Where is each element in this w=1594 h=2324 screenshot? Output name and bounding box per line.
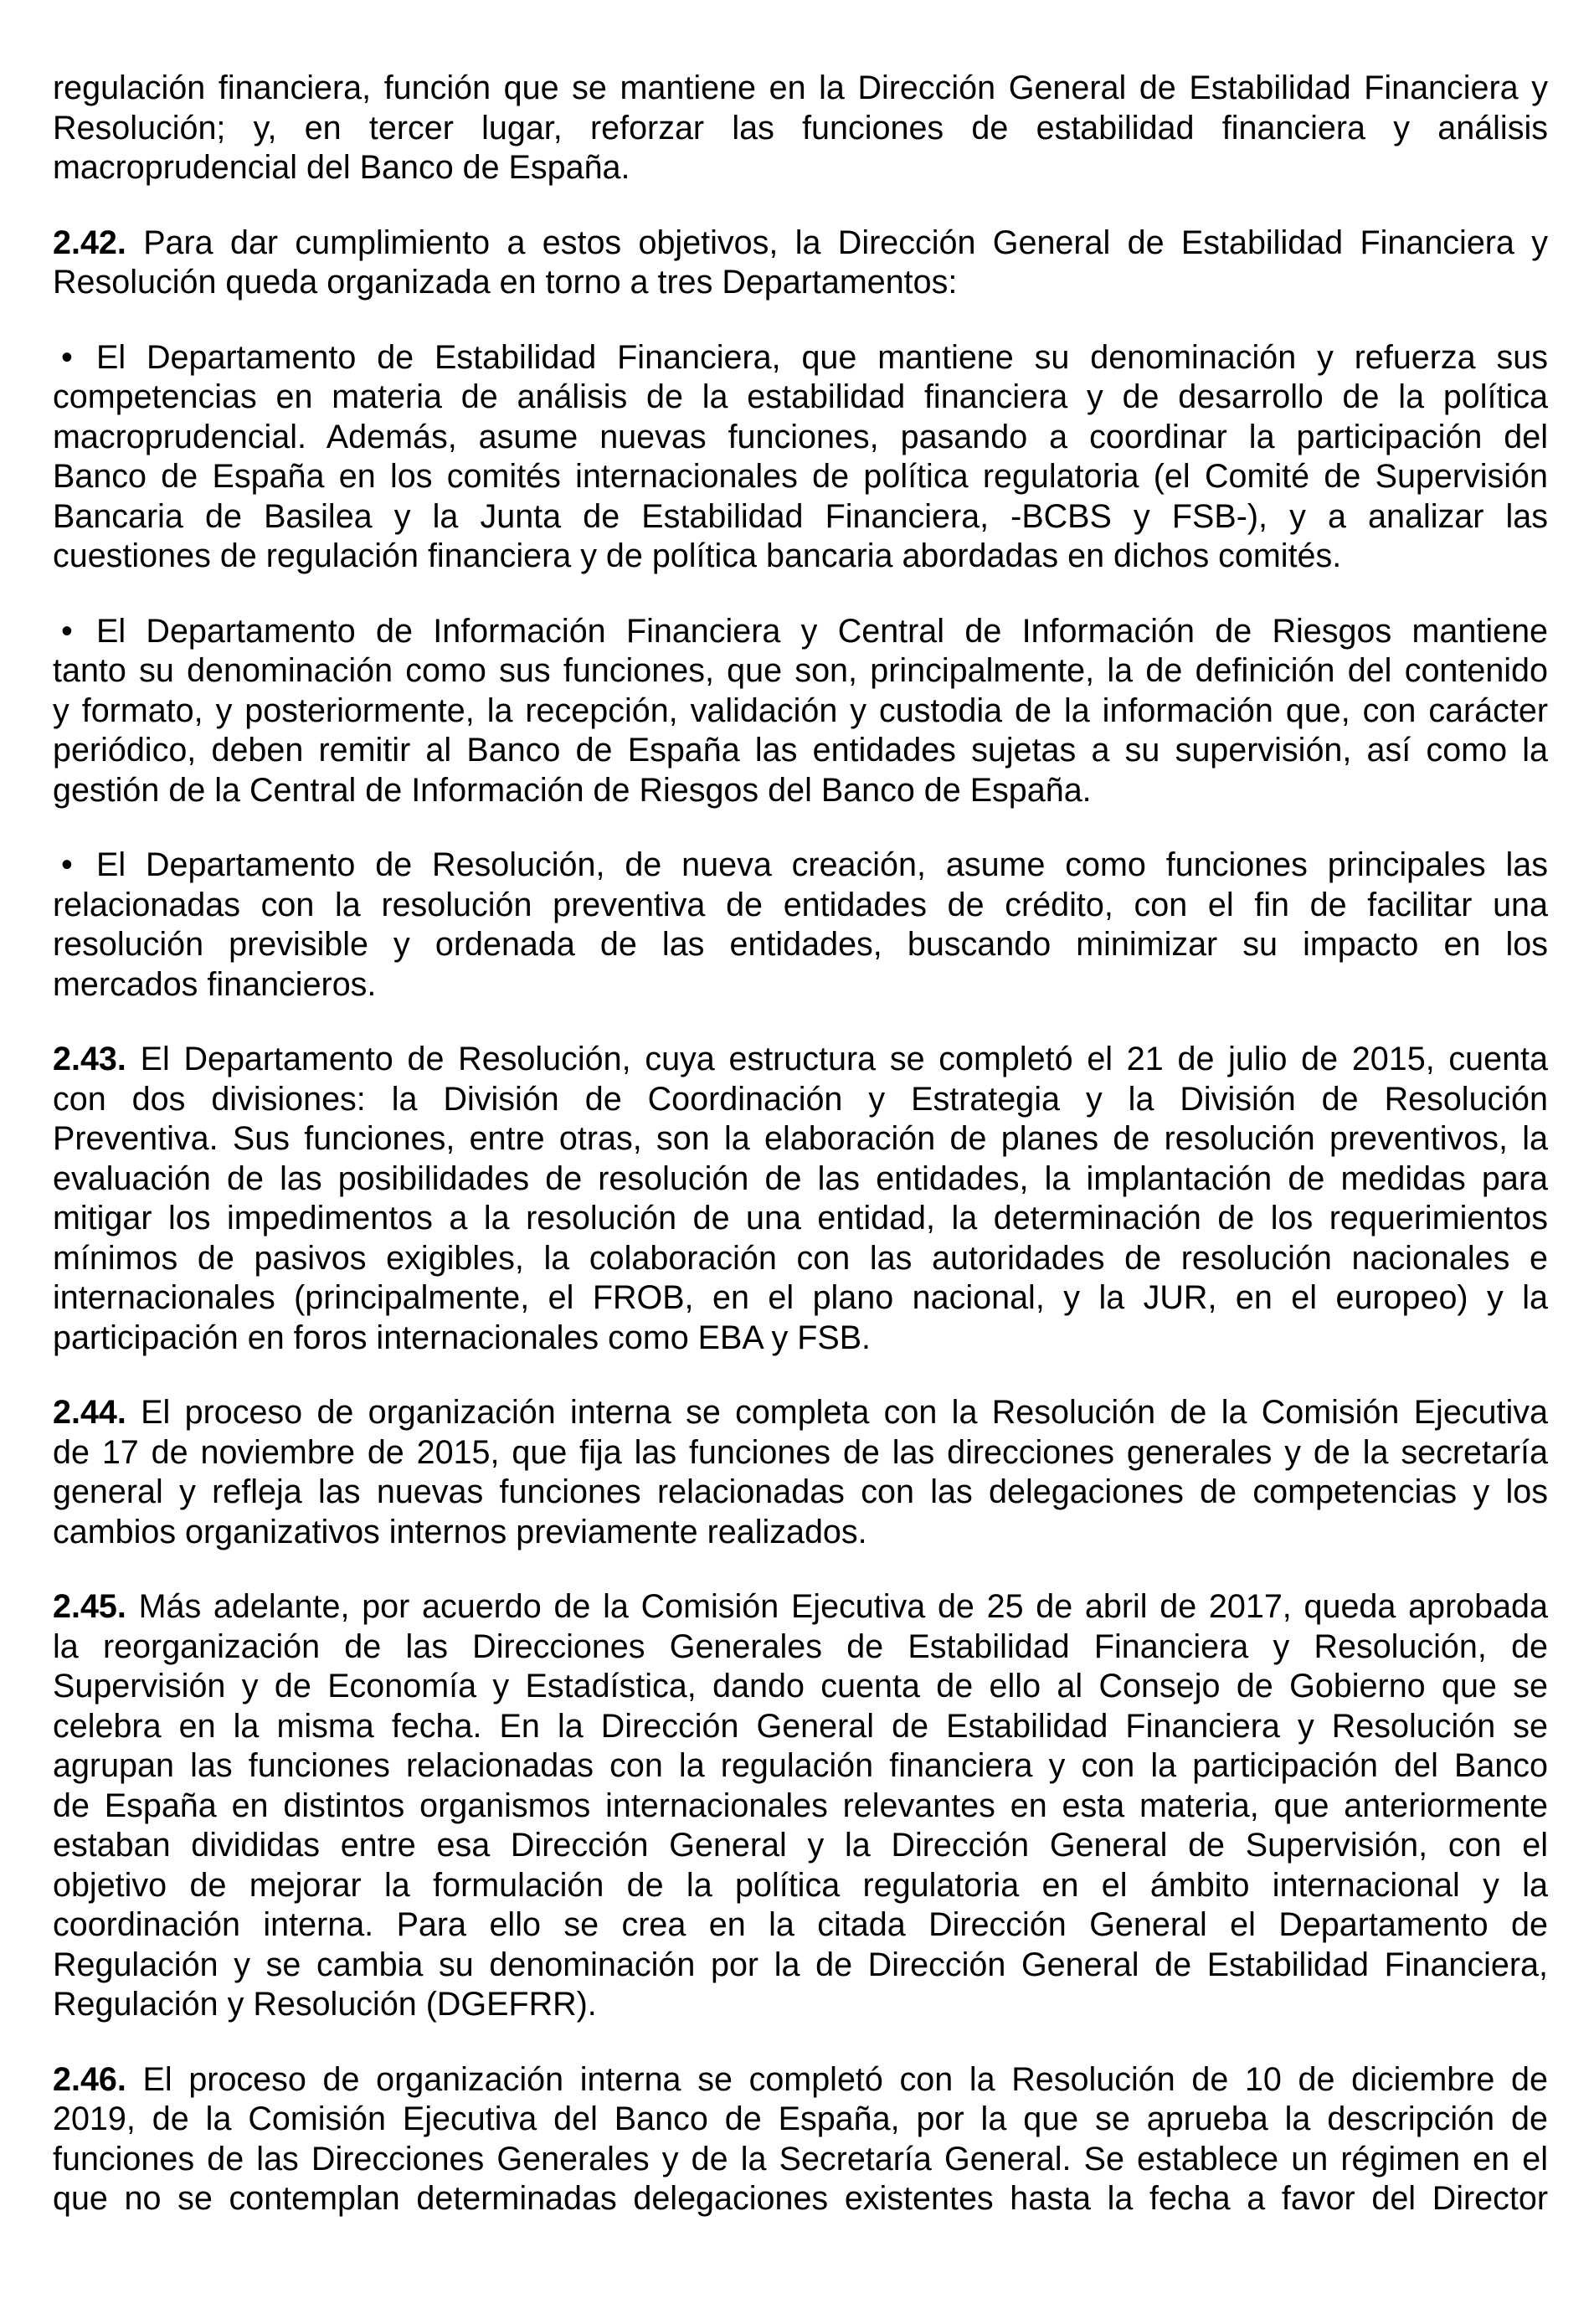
text-line — [53, 2060, 1548, 2100]
text-line — [53, 457, 1548, 497]
bullet-item — [53, 612, 1548, 811]
line-text: evaluación de las posibilidades de resolución de las entidades, la implantación de medidas para — [53, 1159, 1548, 1197]
line-text: Regulación y se cambia su denominación por la de Dirección General de Estabilidad Financiera, — [53, 1946, 1548, 1983]
paragraph-2-43 — [53, 1040, 1548, 1358]
line-text: El Departamento de Información Financiera y Central de Información de Riesgos mantiene — [96, 612, 1548, 650]
line-text: que no se contemplan determinadas delegaciones existentes hasta la fecha a favor del Director — [53, 2180, 1548, 2217]
line-text: Más adelante, por acuerdo de la Comisión Ejecutiva de 25 de abril de 2017, queda aprobada — [138, 1588, 1548, 1625]
line-text: cambios organizativos internos previamente realizados. — [53, 1513, 867, 1550]
text-line — [53, 886, 1548, 926]
line-text: El Departamento de Resolución, de nueva creación, asume como funciones principales las — [96, 846, 1548, 883]
text-line — [53, 692, 1548, 732]
text-line — [53, 497, 1548, 537]
line-text: mercados financieros. — [53, 965, 377, 1003]
text-line — [53, 2179, 1548, 2219]
line-text: la reorganización de las Direcciones Generales de Estabilidad Financiera y Resolución, de — [53, 1627, 1548, 1665]
line-text: Resolución; y, en tercer lugar, reforzar las funciones de estabilidad financiera y análisis — [53, 109, 1548, 147]
line-text: Regulación y Resolución (DGEFRR). — [53, 1986, 597, 2023]
text-line — [53, 1667, 1548, 1707]
paragraph-number: 2.43. — [53, 1041, 126, 1077]
line-text: agrupan las funciones relacionadas con la regulación financiera y con la participación del Banco — [53, 1747, 1548, 1784]
text-line — [53, 1239, 1548, 1279]
line-text: Preventiva. Sus funciones, entre otras, son la elaboración de planes de resolución preventivos, la — [53, 1120, 1548, 1157]
text-line — [53, 537, 1548, 577]
paragraph-continued — [53, 69, 1548, 188]
line-text: El proceso de organización interna se completó con la Resolución de 10 de diciembre de — [142, 2060, 1548, 2098]
text-line — [53, 925, 1548, 965]
bullet-item — [53, 338, 1548, 577]
line-text: Banco de España en los comités internacionales de política regulatoria (el Comité de Supervisión — [53, 458, 1548, 495]
paragraph-2-45 — [53, 1587, 1548, 2025]
line-text: macroprudencial del Banco de España. — [53, 149, 630, 186]
line-text: objetivo de mejorar la formulación de la política regulatoria en el ámbito internacional y la — [53, 1866, 1548, 1904]
line-text: tanto su denominación como sus funciones, que son, principalmente, la de definición del contenido — [53, 652, 1548, 689]
text-line — [53, 148, 1548, 188]
paragraph-2-42 — [53, 224, 1548, 303]
text-line — [53, 1746, 1548, 1787]
text-line — [53, 2140, 1548, 2180]
document-page — [53, 69, 1548, 2219]
text-line — [53, 109, 1548, 149]
text-line — [53, 651, 1548, 692]
paragraph-2-46 — [53, 2060, 1548, 2219]
line-text: y formato, y posteriormente, la recepción, validación y custodia de la información que, con carácter — [53, 692, 1548, 729]
line-text: El Departamento de Estabilidad Financiera, que mantiene su denominación y refuerza sus — [96, 338, 1548, 376]
line-text: de España en distintos organismos internacionales relevantes en esta materia, que anteriormente — [53, 1787, 1548, 1824]
text-line — [53, 731, 1548, 771]
paragraph-number: 2.42. — [53, 224, 126, 261]
bullet-marker: • — [61, 338, 73, 376]
line-text: con dos divisiones: la División de Coordinación y Estrategia y la División de Resolución — [53, 1080, 1548, 1118]
text-line — [53, 1513, 1548, 1553]
text-line — [53, 1433, 1548, 1473]
bullet-marker: • — [61, 612, 73, 650]
line-text: periódico, deben remitir al Banco de España las entidades sujetas a su supervisión, así como la — [53, 732, 1548, 769]
text-line — [53, 338, 1548, 378]
line-text: resolución previsible y ordenada de las entidades, buscando minimizar su impacto en los — [53, 926, 1548, 963]
text-line — [53, 1199, 1548, 1239]
line-text: celebra en la misma fecha. En la Dirección General de Estabilidad Financiera y Resolución se — [53, 1707, 1548, 1745]
line-text: competencias en materia de análisis de la estabilidad financiera y de desarrollo de la política — [53, 378, 1548, 415]
text-line — [53, 1159, 1548, 1200]
bullet-marker: • — [61, 846, 73, 883]
text-line — [53, 1393, 1548, 1433]
line-text: Bancaria de Basilea y la Junta de Estabilidad Financiera, -BCBS y FSB-), y a analizar las — [53, 497, 1548, 535]
text-line — [53, 1946, 1548, 1986]
line-text: estaban divididas entre esa Dirección General y la Dirección General de Supervisión, con el — [53, 1827, 1548, 1864]
line-text: general y refleja las nuevas funciones relacionadas con las delegaciones de competencias y los — [53, 1473, 1548, 1510]
line-text: Resolución queda organizada en torno a tres Departamentos: — [53, 264, 958, 301]
text-line — [53, 224, 1548, 264]
bullet-item — [53, 846, 1548, 1005]
text-line — [53, 1826, 1548, 1866]
line-text: regulación financiera, función que se mantiene en la Dirección General de Estabilidad Financiera y — [53, 69, 1548, 106]
paragraph-number: 2.46. — [53, 2060, 126, 2098]
text-line — [53, 965, 1548, 1005]
line-text: Supervisión y de Economía y Estadística, dando cuenta de ello al Consejo de Gobierno que se — [53, 1668, 1548, 1704]
text-line — [53, 1707, 1548, 1747]
line-text: gestión de la Central de Información de Riesgos del Banco de España. — [53, 771, 1092, 809]
text-line — [53, 69, 1548, 109]
text-line — [53, 1040, 1548, 1080]
line-text: coordinación interna. Para ello se crea en la citada Dirección General el Departamento de — [53, 1906, 1548, 1943]
line-text: El Departamento de Resolución, cuya estructura se completó el 21 de julio de 2015, cuenta — [140, 1041, 1548, 1077]
text-line — [53, 1278, 1548, 1319]
line-text: Para dar cumplimiento a estos objetivos, la Dirección General de Estabilidad Financiera y — [143, 224, 1548, 261]
paragraph-2-44 — [53, 1393, 1548, 1552]
paragraph-number: 2.44. — [53, 1394, 126, 1431]
text-line — [53, 2100, 1548, 2140]
text-line — [53, 1787, 1548, 1827]
text-line — [53, 771, 1548, 811]
line-text: 2019, de la Comisión Ejecutiva del Banco de España, por la que se aprueba la descripción de — [53, 2100, 1548, 2137]
text-line — [53, 1866, 1548, 1906]
text-line — [53, 612, 1548, 652]
text-line — [53, 1473, 1548, 1513]
text-line — [53, 1905, 1548, 1946]
paragraph-number: 2.45. — [53, 1588, 126, 1625]
text-line — [53, 1985, 1548, 2025]
line-text: de 17 de noviembre de 2015, que fija las funciones de las direcciones generales y de la secretaría — [53, 1433, 1548, 1471]
text-line — [53, 1080, 1548, 1120]
line-text: macroprudencial. Además, asume nuevas funciones, pasando a coordinar la participación del — [53, 418, 1548, 455]
text-line — [53, 1627, 1548, 1668]
line-text: El proceso de organización interna se completa con la Resolución de la Comisión Ejecutiva — [141, 1394, 1548, 1431]
line-text: participación en foros internacionales como EBA y FSB. — [53, 1319, 872, 1356]
line-text: mínimos de pasivos exigibles, la colaboración con las autoridades de resolución nacionales e — [53, 1239, 1548, 1277]
text-line — [53, 418, 1548, 458]
line-text: mitigar los impedimentos a la resolución de una entidad, la determinación de los requerimientos — [53, 1200, 1548, 1237]
text-line — [53, 1319, 1548, 1359]
text-line — [53, 846, 1548, 886]
text-line — [53, 263, 1548, 303]
text-line — [53, 1119, 1548, 1159]
line-text: cuestiones de regulación financiera y de política bancaria abordadas en dichos comités. — [53, 537, 1342, 574]
text-line — [53, 1587, 1548, 1627]
line-text: funciones de las Direcciones Generales y de la Secretaría General. Se establece un régimen en el — [53, 2140, 1548, 2177]
line-text: relacionadas con la resolución preventiva de entidades de crédito, con el fin de facilitar una — [53, 886, 1548, 923]
line-text: internacionales (principalmente, el FROB, en el plano nacional, y la JUR, en el europeo) y la — [53, 1279, 1548, 1316]
text-line — [53, 378, 1548, 418]
